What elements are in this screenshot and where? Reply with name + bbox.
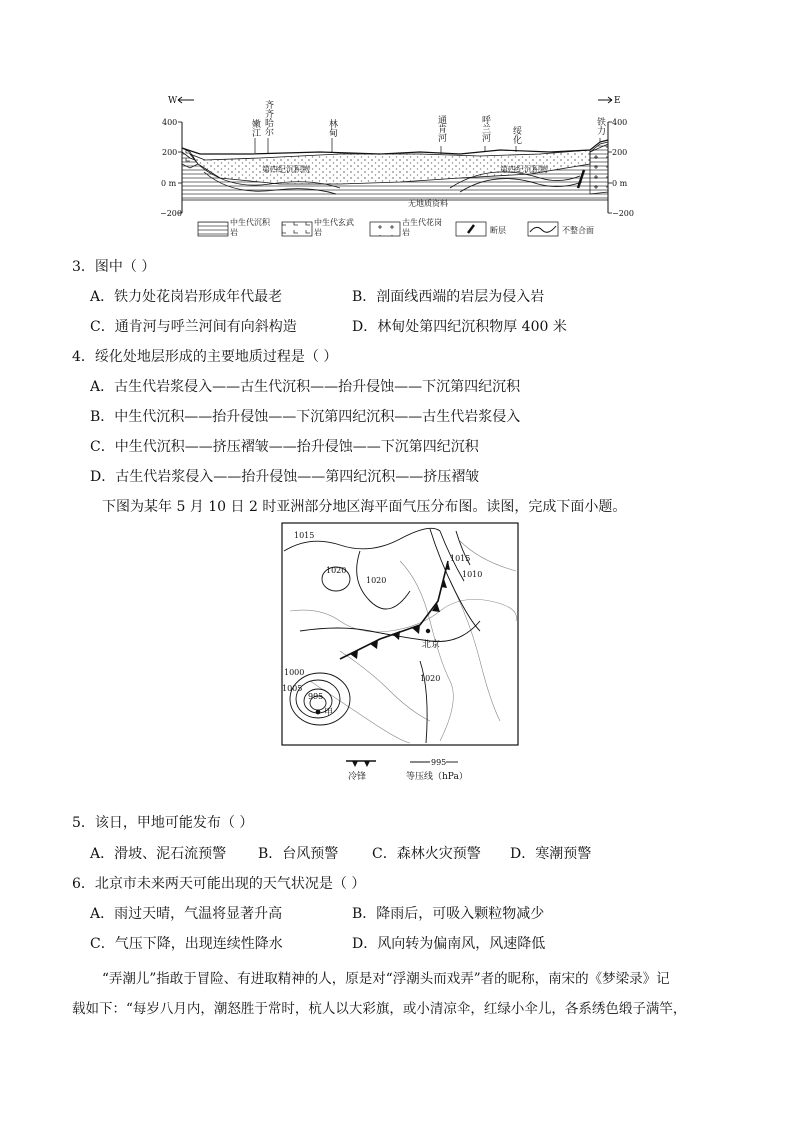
no-data-label: 无地质资料 xyxy=(408,199,448,208)
legend-label: 不整合面 xyxy=(562,226,594,235)
question-3-stem: 3．图中（ ） xyxy=(72,259,156,275)
isobar-value: 1020 xyxy=(366,576,387,585)
question-5-stem: 5．该日，甲地可能发布（ ） xyxy=(72,815,254,831)
option-b[interactable]: B．中生代沉积——抬升侵蚀——下沉第四纪沉积——古生代岩浆侵入 xyxy=(90,409,521,425)
option-a[interactable]: A．滑坡、泥石流预警 xyxy=(90,846,227,862)
isobar-value: 1005 xyxy=(282,684,303,693)
option-b[interactable]: B．降雨后，可吸入颗粒物减少 xyxy=(352,906,545,922)
option-d[interactable]: D．古生代岩浆侵入——抬升侵蚀——第四纪沉积——挤压褶皱 xyxy=(90,469,480,485)
option-c[interactable]: C．中生代沉积——挤压褶皱——抬升侵蚀——下沉第四纪沉积 xyxy=(90,439,479,455)
y-left-tick: 200 xyxy=(162,148,178,157)
y-right-tick: 0 m xyxy=(612,179,628,188)
west-label: W xyxy=(168,96,178,106)
pressure-map-figure xyxy=(280,521,520,791)
option-c[interactable]: C．气压下降，出现连续性降水 xyxy=(90,936,283,952)
place-label: 林甸 xyxy=(327,119,337,137)
beijing-marker xyxy=(426,629,430,633)
legend-label: 古生代花岗岩 xyxy=(402,218,442,237)
legend-label: 中生代玄武岩 xyxy=(314,218,354,237)
layer-label: 第四纪沉积物 xyxy=(500,165,548,174)
intro-text: 下图为某年 5 月 10 日 2 时亚洲部分地区海平面气压分布图。读图，完成下面小题。 xyxy=(102,499,627,515)
passage-line-1: “弄潮儿”指敢于冒险、有进取精神的人，原是对“浮潮头而戏弄”者的昵称，南宋的《梦梁录》记 xyxy=(102,971,670,987)
legend-isobar-label: 等压线（hPa） xyxy=(406,772,468,782)
legend-front-label: 冷锋 xyxy=(348,772,367,782)
option-c[interactable]: C．森林火灾预警 xyxy=(372,846,481,862)
option-d[interactable]: D．风向转为偏南风，风速降低 xyxy=(352,936,546,952)
place-label: 绥化 xyxy=(511,126,521,144)
y-left-tick: 400 xyxy=(162,118,178,127)
point-jia-label: 甲 xyxy=(324,708,334,718)
legend-label: 断层 xyxy=(490,226,506,235)
y-right-tick: 400 xyxy=(612,118,628,127)
beijing-label: 北京 xyxy=(422,640,441,650)
isobar-value: 1010 xyxy=(462,570,483,579)
place-label: 齐齐哈尔 xyxy=(263,100,273,136)
isobar-value: 1020 xyxy=(326,566,347,575)
option-d[interactable]: D．寒潮预警 xyxy=(510,846,592,862)
option-d[interactable]: D．林甸处第四纪沉积物厚 400 米 xyxy=(352,319,567,335)
y-right-tick: 200 xyxy=(612,148,628,157)
legend-label: 中生代沉积岩 xyxy=(230,218,270,237)
option-b[interactable]: B．台风预警 xyxy=(258,846,339,862)
east-label: E xyxy=(614,96,621,106)
option-b[interactable]: B．剖面线西端的岩层为侵入岩 xyxy=(352,289,545,305)
y-right-tick: −200 xyxy=(612,209,634,218)
isobar-value: 1020 xyxy=(420,674,441,683)
y-left-tick: −200 xyxy=(160,209,182,218)
isobar-value: 995 xyxy=(308,692,324,701)
geologic-profile-figure xyxy=(160,92,650,244)
point-jia-marker xyxy=(316,710,321,715)
option-a[interactable]: A．雨过天晴，气温将显著升高 xyxy=(90,906,283,922)
legend-isobar-value: 995 xyxy=(431,758,447,767)
layer-label: 第四纪沉积物 xyxy=(262,165,310,174)
cold-front-legend-icon xyxy=(352,761,370,767)
option-c[interactable]: C．通肯河与呼兰河间有向斜构造 xyxy=(90,319,297,335)
place-label: 嫩江 xyxy=(250,119,260,137)
passage-line-2: 载如下：“每岁八月内，潮怒胜于常时，杭人以大彩旗，或小清凉伞，红绿小伞儿，各系绣色缎子满竿， xyxy=(72,1001,687,1017)
east-arrow-icon xyxy=(598,97,612,103)
option-a[interactable]: A．古生代岩浆侵入——古生代沉积——抬升侵蚀——下沉第四纪沉积 xyxy=(90,379,521,395)
question-6-stem: 6．北京市未来两天可能出现的天气状况是（ ） xyxy=(72,876,366,892)
place-label: 呼兰河 xyxy=(480,115,490,142)
west-arrow-icon xyxy=(178,97,194,103)
isobar-value: 1000 xyxy=(284,668,305,677)
option-a[interactable]: A．铁力处花岗岩形成年代最老 xyxy=(90,289,283,305)
isobar-value: 1015 xyxy=(294,531,315,540)
place-label: 铁力 xyxy=(595,117,605,135)
y-left-tick: 0 m xyxy=(161,179,177,188)
question-4-stem: 4．绥化处地层形成的主要地质过程是（ ） xyxy=(72,349,338,365)
place-label: 通肯河 xyxy=(436,115,446,142)
isobar-value: 1015 xyxy=(450,554,471,563)
